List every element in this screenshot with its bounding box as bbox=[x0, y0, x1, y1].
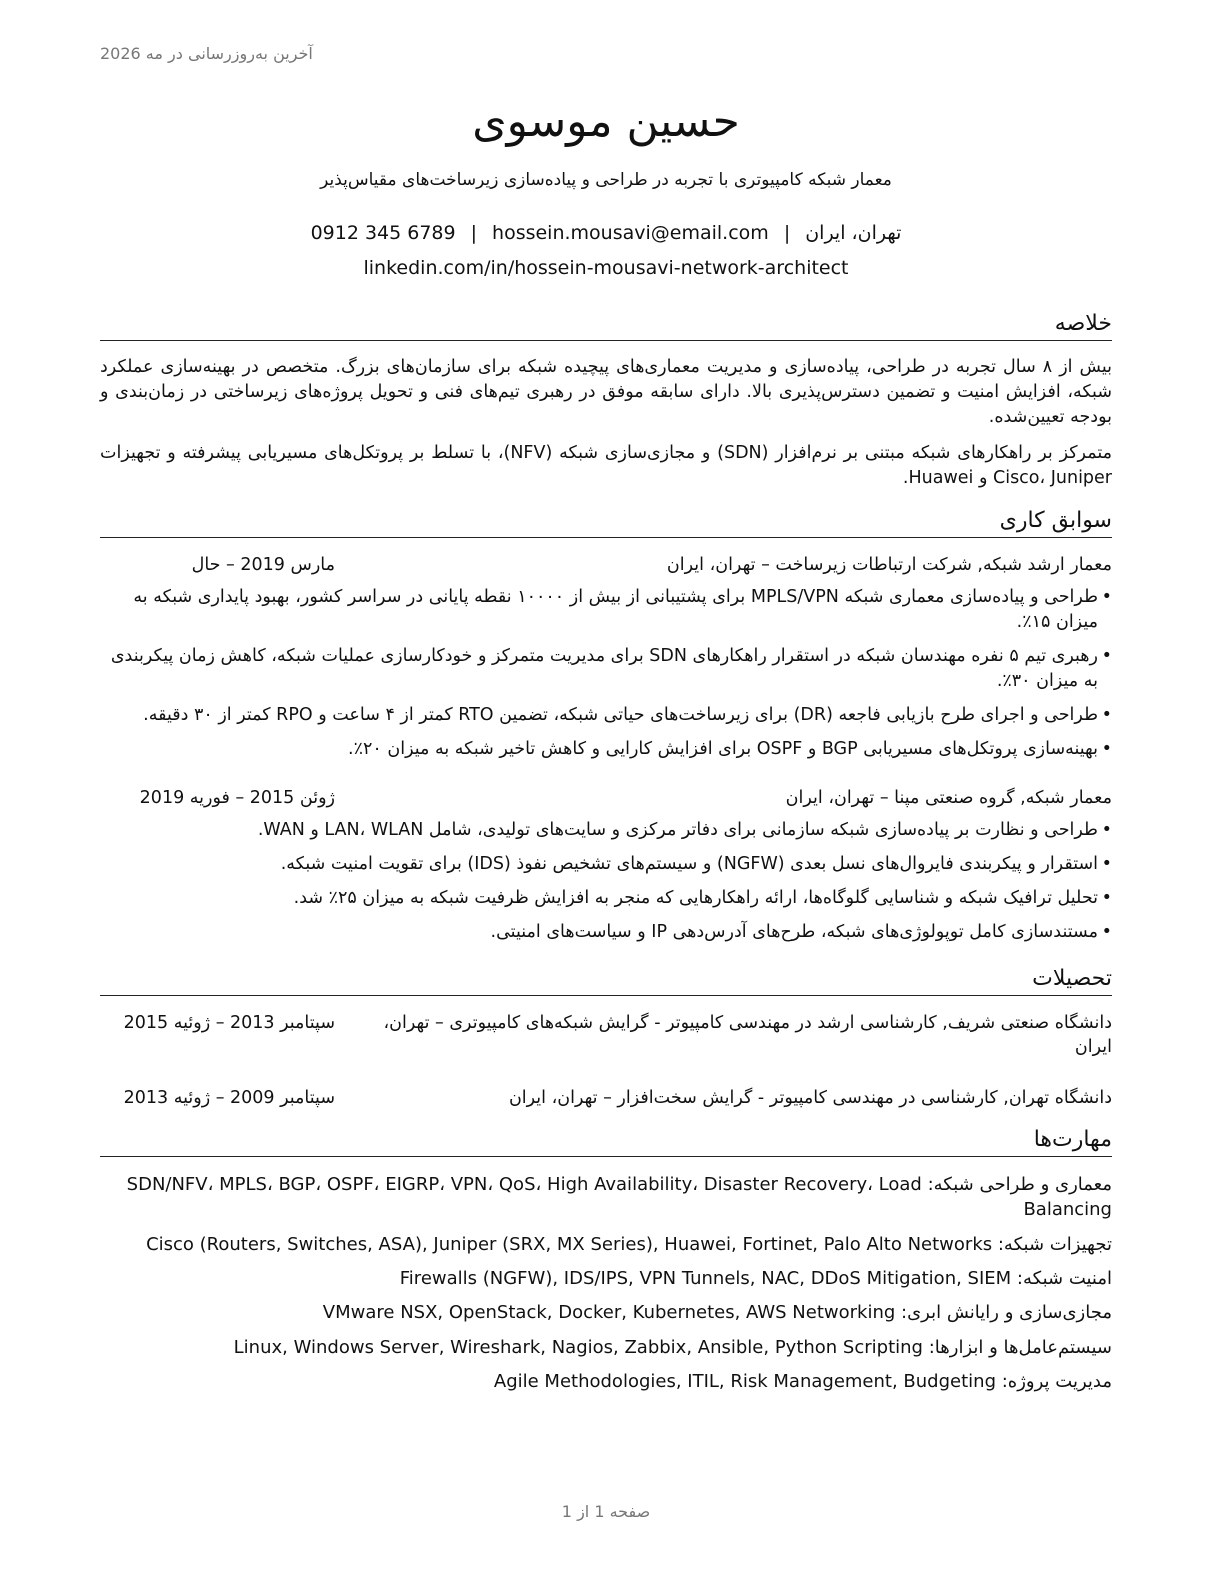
list-item: • مستندسازی کامل توپولوژی‌های شبکه، طرح‌های آدرس‌دهی IP و سیاست‌های امنیتی. bbox=[100, 920, 1112, 945]
skill-line bbox=[100, 1300, 1112, 1325]
tagline: معمار شبکه کامپیوتری با تجربه در طراحی و پیاده‌سازی زیرساخت‌های مقیاس‌پذیر bbox=[320, 170, 892, 190]
contact-separator: | bbox=[470, 222, 478, 244]
education-dates: سپتامبر 2013 – ژوئیه 2015 bbox=[123, 1013, 335, 1033]
section-title-skills: مهارت‌ها bbox=[100, 1126, 1112, 1157]
skill-value: Firewalls (NGFW), IDS/IPS, VPN Tunnels, NAC, DDoS Mitigation, SIEM bbox=[399, 1268, 1012, 1289]
list-item: • تحلیل ترافیک شبکه و شناسایی گلوگاه‌ها، ارائه راهکارهایی که منجر به افزایش ظرفیت شبکه به میزان ۲۵٪ شد. bbox=[100, 886, 1112, 911]
education-heading: دانشگاه تهران, کارشناسی در مهندسی کامپیوتر - گرایش سخت‌افزار – تهران، ایران bbox=[508, 1088, 1112, 1108]
skill-value: Agile Methodologies, ITIL, Risk Management, Budgeting bbox=[493, 1371, 996, 1392]
skill-line bbox=[100, 1335, 1112, 1360]
skill-value: VMware NSX, OpenStack, Docker, Kubernetes, AWS Networking bbox=[322, 1302, 896, 1323]
skill-line bbox=[100, 1232, 1112, 1257]
contact-line bbox=[100, 222, 1112, 244]
skill-value: Cisco (Routers, Switches, ASA), Juniper (SRX, MX Series), Huawei, Fortinet, Palo Alto Networks bbox=[146, 1234, 993, 1255]
skill-label: امنیت شبکه: bbox=[1016, 1268, 1112, 1289]
education-entry bbox=[100, 1086, 1112, 1110]
skill-line bbox=[100, 1172, 1112, 1222]
contact-phone: 0912 345 6789 bbox=[310, 222, 456, 244]
last-updated-note: آخرین به‌روزرسانی در مه 2026 bbox=[100, 44, 313, 63]
list-item: • رهبری تیم ۵ نفره مهندسان شبکه در استقرار راهکارهای SDN برای مدیریت متمرکز و خودکارسازی عملیات شبکه، کاهش زمان پیکربندی به میزان ۳۰٪. bbox=[100, 644, 1112, 694]
contact-location: تهران، ایران bbox=[805, 222, 902, 244]
skill-value: Linux, Windows Server, Wireshark, Nagios, Zabbix, Ansible, Python Scripting bbox=[233, 1337, 923, 1358]
page-number: صفحه 1 از 1 bbox=[561, 1502, 651, 1521]
job-dates: مارس 2019 – حال bbox=[191, 555, 335, 575]
person-name: حسین موسوی bbox=[472, 96, 740, 147]
education-heading: دانشگاه صنعتی شریف, کارشناسی ارشد در مهندسی کامپیوتر - گرایش شبکه‌های کامپیوتری – تهران، ایران bbox=[383, 1013, 1112, 1057]
skill-label: تجهیزات شبکه: bbox=[997, 1234, 1112, 1255]
contact-email[interactable]: hossein.mousavi@email.com bbox=[492, 222, 769, 244]
skill-line bbox=[100, 1266, 1112, 1291]
job-dates: ژوئن 2015 – فوریه 2019 bbox=[139, 788, 335, 808]
job-title: معمار شبکه, گروه صنعتی مپنا – تهران، ایران bbox=[785, 788, 1112, 808]
skill-label: مدیریت پروژه: bbox=[1001, 1371, 1112, 1392]
skill-line bbox=[100, 1369, 1112, 1394]
list-item: • طراحی و نظارت بر پیاده‌سازی شبکه سازمانی برای دفاتر مرکزی و سایت‌های تولیدی، شامل LAN، WLAN و WAN. bbox=[100, 818, 1112, 843]
contact-separator: | bbox=[783, 222, 791, 244]
skill-value: SDN/NFV، MPLS، BGP، OSPF، EIGRP، VPN، QoS، High Availability، Disaster Recovery، Load Balancing bbox=[126, 1174, 1112, 1220]
section-title-education: تحصیلات bbox=[100, 965, 1112, 996]
resume-page bbox=[100, 0, 1112, 1584]
skill-label: سیستم‌عامل‌ها و ابزارها: bbox=[928, 1337, 1112, 1358]
skill-label: معماری و طراحی شبکه: bbox=[927, 1174, 1112, 1195]
skill-label: مجازی‌سازی و رایانش ابری: bbox=[901, 1302, 1112, 1323]
job-bullets bbox=[100, 818, 1112, 954]
job-title: معمار ارشد شبکه, شرکت ارتباطات زیرساخت – تهران، ایران bbox=[666, 555, 1112, 575]
list-item: • طراحی و پیاده‌سازی معماری شبکه MPLS/VPN برای پشتیبانی از بیش از ۱۰۰۰۰ نقطه پایانی در سراسر کشور، بهبود پایداری شبکه به میزان ۱۵٪. bbox=[100, 585, 1112, 635]
list-item: • بهینه‌سازی پروتکل‌های مسیریابی BGP و OSPF برای افزایش کارایی و کاهش تاخیر شبکه به میزان ۲۰٪. bbox=[100, 737, 1112, 762]
summary-paragraph: متمرکز بر راهکارهای شبکه مبتنی بر نرم‌افزار (SDN) و مجازی‌سازی شبکه (NFV)، با تسلط بر پروتکل‌های مسیریابی پیشرفته و تجهیزات Cisco، Juniper و Huawei. bbox=[100, 443, 1112, 488]
section-title-summary: خلاصه bbox=[100, 310, 1112, 341]
education-dates: سپتامبر 2009 – ژوئیه 2013 bbox=[123, 1088, 335, 1108]
education-entry bbox=[100, 1011, 1112, 1059]
job-bullets bbox=[100, 585, 1112, 771]
job-heading bbox=[100, 553, 1112, 577]
section-title-experience: سوابق کاری bbox=[100, 507, 1112, 538]
list-item: • طراحی و اجرای طرح بازیابی فاجعه (DR) برای زیرساخت‌های حیاتی شبکه، تضمین RTO کمتر از ۴ ساعت و RPO کمتر از ۳۰ دقیقه. bbox=[100, 703, 1112, 728]
job-heading bbox=[100, 786, 1112, 810]
summary-paragraph: بیش از ۸ سال تجربه در طراحی، پیاده‌سازی و مدیریت معماری‌های پیچیده شبکه برای سازمان‌های بزرگ. متخصص در بهینه‌سازی عملکرد شبکه، افزایش امنیت و تضمین دسترس‌پذیری بالا. دارای سابقه موفق در رهبری تیم‌های فنی و تحویل پروژه‌های زیرساختی در زمان‌بندی و بودجه تعیین‌شده. bbox=[100, 357, 1113, 427]
linkedin-link[interactable]: linkedin.com/in/hossein-mousavi-network-architect bbox=[363, 257, 849, 279]
list-item: • استقرار و پیکربندی فایروال‌های نسل بعدی (NGFW) و سیستم‌های تشخیص نفوذ (IDS) برای تقویت امنیت شبکه. bbox=[100, 852, 1112, 877]
